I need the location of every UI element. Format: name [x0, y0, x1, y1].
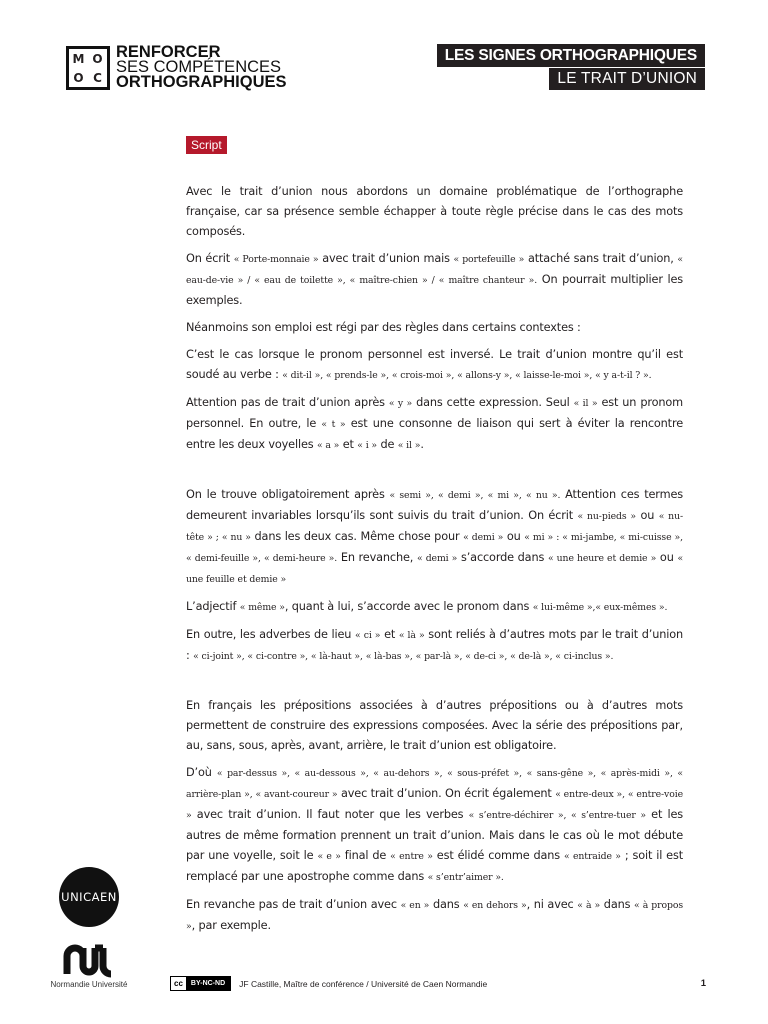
- title-sub: LE TRAIT D’UNION: [549, 68, 705, 90]
- paragraph: L’adjectif « même », quant à lui, s’accorde avec le pronom dans « lui-même »,« eux-mêmes ».: [186, 600, 668, 613]
- paragraph: En français les prépositions associées à d’autres prépositions ou à d’autres mots permettent de construire des expressions composées. Avec la série des prépositions par, au, sans, sous, après, avant, arrière, le trait d’union est obligatoire.: [186, 699, 683, 752]
- mooc-logo-box: [66, 46, 110, 90]
- paragraph: C’est le cas lorsque le pronom personnel est inversé. Le trait d’union montre qu’il est soudé au verbe : « dit-il », « prends-le », « crois-moi », « allons-y », « laisse-le-moi », « y a-t-il ? ».: [186, 348, 683, 381]
- unicaen-logo: [59, 867, 119, 927]
- paragraph: En outre, les adverbes de lieu « ci » et « là » sont reliés à d’autres mots par le trait d’union : « ci-joint », « ci-contre », « là-haut », « là-bas », « par-là », « de-ci », « de-là », « ci-inclus ».: [186, 628, 683, 662]
- logo-letter: O: [92, 51, 103, 66]
- unicaen-logo-text: UNICAEN: [61, 890, 117, 904]
- paragraph: Néanmoins son emploi est régi par des règles dans certains contextes :: [186, 321, 581, 334]
- paragraph: D’où « par-dessus », « au-dessous », « au-dehors », « sous-préfet », « sans-gêne », « après-midi », « arrière-plan », « avant-coureur » avec trait d’union. On écrit également « entre-deux », « entre-voie » avec trait d’union. Il faut noter que les verbes « s’entre-déchirer », « s’entre-tuer » et les autres de même formation prennent un trait d’union. Mais dans le cas où le mot débute par une voyelle, soit le « e » final de « entre » est élidé comme dans « entraide » ; soit il est remplacé par une apostrophe comme dans « s’entr’aimer ».: [186, 766, 683, 883]
- cc-license-badge: [170, 976, 231, 991]
- document-body: [186, 182, 683, 944]
- paragraph: Attention pas de trait d’union après « y » dans cette expression. Seul « il » est un pronom personnel. En outre, le « t » est une consonne de liaison qui sert à éviter la rencontre entre les deux voyelles « a » et « i » de « il ».: [186, 396, 683, 451]
- normandie-universite-logo: [44, 944, 134, 989]
- license-label: BY-NC-ND: [190, 980, 226, 987]
- paragraph: En revanche pas de trait d’union avec « en » dans « en dehors », ni avec « à » dans « à propos », par exemple.: [186, 898, 683, 932]
- logo-line-3: ORTHOGRAPHIQUES: [116, 73, 287, 91]
- normandie-logo-icon: [63, 944, 115, 978]
- paragraph: Avec le trait d’union nous abordons un domaine problématique de l’orthographe française, car sa présence semble échapper à toute règle précise dans le cas des mots composés.: [186, 185, 683, 238]
- logo-line-2: SES COMPÉTENCES: [116, 58, 282, 76]
- author-credit: JF Castille, Maître de conférence / Université de Caen Normandie: [239, 978, 488, 989]
- logo-text: [116, 45, 287, 90]
- cc-icon: cc: [171, 977, 186, 990]
- logo-line-1: RENFORCER: [116, 43, 221, 61]
- mooc-logo: [66, 43, 287, 91]
- logo-letter: M: [72, 51, 85, 66]
- logo-letter: C: [93, 70, 102, 85]
- document-title: [437, 44, 705, 90]
- paragraph: On écrit « Porte-monnaie » avec trait d’union mais « portefeuille » attaché sans trait d’union, « eau-de-vie » / « eau de toilette », « maître-chien » / « maître chanteur ». On pourrait multiplier les exemples.: [186, 252, 683, 307]
- title-main: LES SIGNES ORTHOGRAPHIQUES: [437, 44, 705, 67]
- logo-letter: O: [73, 70, 84, 85]
- footer: [170, 976, 706, 991]
- paragraph: On le trouve obligatoirement après « semi », « demi », « mi », « nu ». Attention ces termes demeurent invariables lorsqu’ils sont suivis du trait d’union. On écrit « nu-pieds » ou « nu-tête » ; « nu » dans les deux cas. Même chose pour « demi » ou « mi » : « mi-jambe, « mi-cuisse », « demi-feuille », « demi-heure ». En revanche, « demi » s’accorde dans « une heure et demie » ou « une feuille et demie »: [186, 488, 684, 585]
- script-badge: Script: [186, 136, 227, 154]
- normandie-label: Normandie Université: [50, 980, 128, 989]
- page-number: 1: [700, 978, 706, 989]
